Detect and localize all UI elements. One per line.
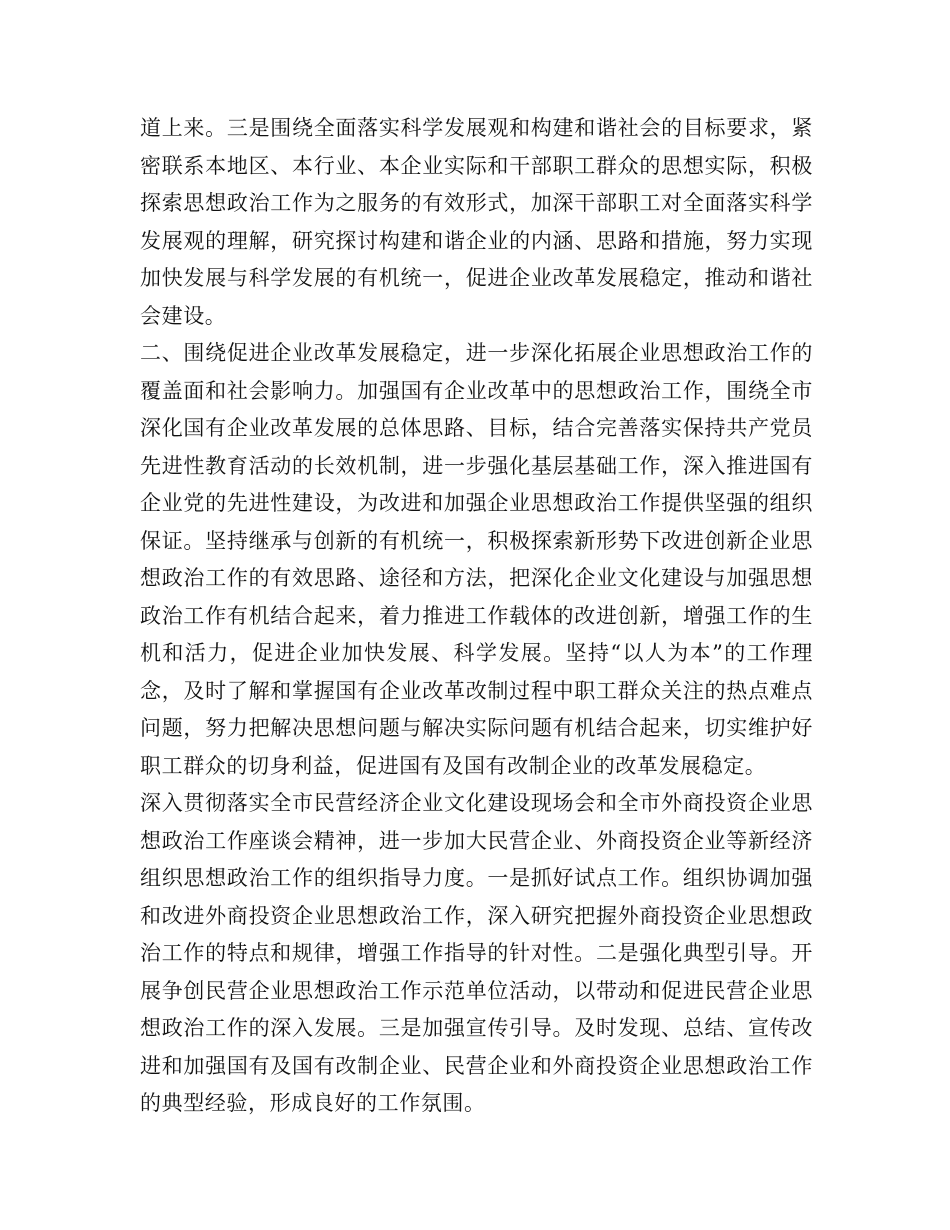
paragraph-3: 深入贯彻落实全市民营经济企业文化建设现场会和全市外商投资企业思想政治工作座谈会精神，进一步加大民营企业、外商投资企业等新经济组织思想政治工作的组织指导力度。一是抓好试点工作。组织协调加强和改进外商投资企业思想政治工作，深入研究把握外商投资企业思想政治工作的特点和规律，增强工作指导的针对性。二是强化典型引导。开展争创民营企业思想政治工作示范单位活动，以带动和促进民营企业思想政治工作的深入发展。三是加强宣传引导。及时发现、总结、宣传改进和加强国有及国有改制企业、民营企业和外商投资企业思想政治工作的典型经验，形成良好的工作氛围。	[140, 791, 813, 1115]
paragraph-2: 二、围绕促进企业改革发展稳定，进一步深化拓展企业思想政治工作的覆盖面和社会影响力。加强国有企业改革中的思想政治工作，围绕全市深化国有企业改革发展的总体思路、目标，结合完善落实保持共产党员先进性教育活动的长效机制，进一步强化基层基础工作，深入推进国有企业党的先进性建设，为改进和加强企业思想政治工作提供坚强的组织保证。坚持继承与创新的有机统一，积极探索新形势下改进创新企业思想政治工作的有效思路、途径和方法，把深化企业文化建设与加强思想政治工作有机结合起来，着力推进工作载体的改进创新，增强工作的生机和活力，促进企业加快发展、科学发展。坚持“以人为本”的工作理念，及时了解和掌握国有企业改革改制过程中职工群众关注的热点难点问题，努力把解决思想问题与解决实际问题有机结合起来，切实维护好职工群众的切身利益，促进国有及国有改制企业的改革发展稳定。	[140, 341, 813, 778]
document-body	[140, 110, 813, 1123]
paragraph-1: 道上来。三是围绕全面落实科学发展观和构建和谐社会的目标要求，紧密联系本地区、本行业、本企业实际和干部职工群众的思想实际，积极探索思想政治工作为之服务的有效形式，加深干部职工对全面落实科学发展观的理解，研究探讨构建和谐企业的内涵、思路和措施，努力实现加快发展与科学发展的有机统一，促进企业改革发展稳定，推动和谐社会建设。	[140, 116, 813, 328]
